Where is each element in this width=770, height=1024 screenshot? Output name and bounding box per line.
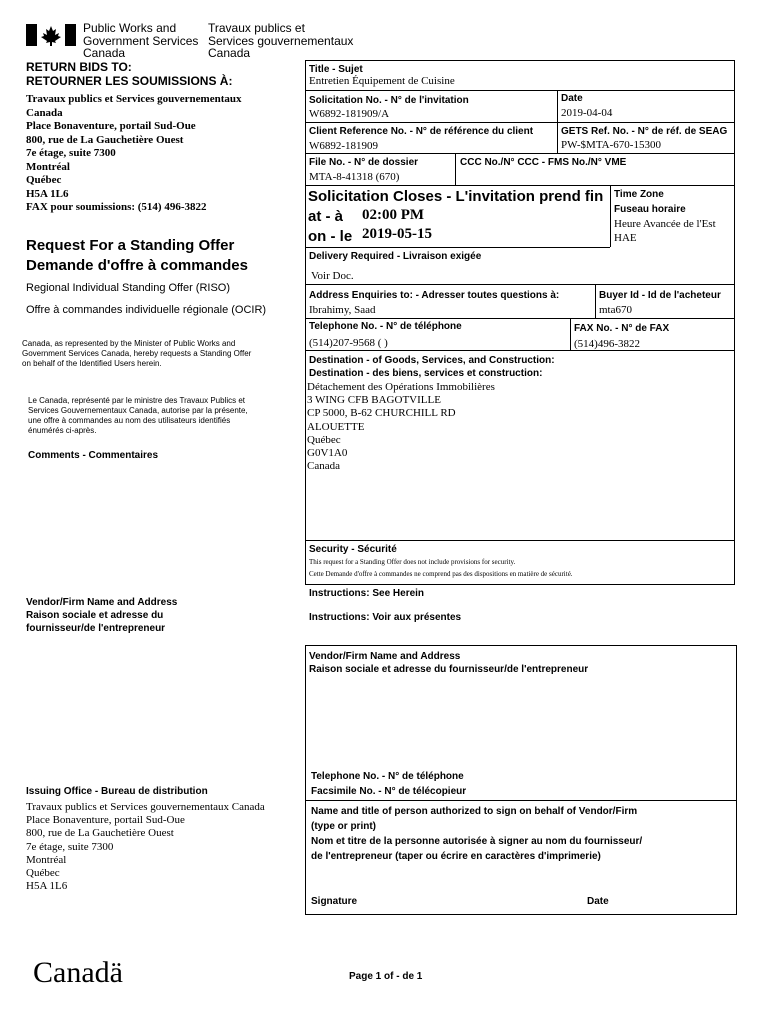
vendor-telephone-label: Telephone No. - N° de téléphone (311, 771, 464, 782)
file-number-label: File No. - N° de dossier (309, 157, 419, 168)
vendor-box-label-en: Vendor/Firm Name and Address (309, 651, 461, 662)
vendor-label-line: Raison sociale et adresse du (26, 610, 164, 621)
destination-label-en: Destination - of Goods, Services, and Construction: (309, 355, 555, 366)
time-zone-abbrev: HAE (614, 232, 637, 244)
address-line: Place Bonaventure, portail Sud-Oue (26, 120, 196, 132)
address-line: Travaux publics et Services gouvernementaux Canada (26, 801, 265, 813)
return-bids-heading (26, 60, 232, 88)
bids-fax-line: FAX pour soumissions: (514) 496-3822 (26, 201, 207, 213)
department-en-line: Government Services (83, 33, 199, 48)
canada-wordmark: Canadä (33, 956, 123, 989)
address-line: Québec (26, 867, 60, 880)
client-reference-value: W6892-181909 (309, 140, 379, 152)
destination-line: ALOUETTE (307, 420, 365, 433)
address-line: Place Bonaventure, portail Sud-Oue (26, 814, 185, 827)
vendor-box-label-fr: Raison sociale et adresse du fournisseur/de l'entrepreneur (309, 664, 589, 675)
destination-address (307, 381, 495, 473)
authorized-line: de l'entrepreneur (taper ou écrire en caractères d'imprimerie) (311, 851, 601, 862)
instructions-fr: Instructions: Voir aux présentes (309, 612, 462, 623)
paragraph-line: Government Services Canada, hereby requests a Standing Offer (22, 349, 252, 358)
gets-reference-value: PW-$MTA-670-15300 (561, 139, 661, 151)
closing-time-value: 02:00 PM (362, 207, 425, 223)
address-line: Québec (26, 174, 62, 186)
authorized-line: Nom et titre de la personne autorisée à signer au nom du fournisseur/ (311, 836, 643, 847)
telephone-label: Telephone No. - N° de téléphone (309, 321, 462, 332)
address-line: Montréal (26, 160, 70, 173)
comments-label: Comments - Commentaires (28, 450, 159, 461)
rule (305, 318, 735, 319)
fax-value: (514)496-3822 (574, 338, 640, 350)
department-name-en (83, 22, 198, 60)
authorized-line: (type or print) (311, 821, 376, 832)
divider (455, 153, 456, 185)
rule (305, 540, 735, 541)
return-bids-title-fr: RETOURNER LES SOUMISSIONS À: (26, 74, 233, 88)
department-fr-line: Canada (208, 46, 251, 60)
riso-label: Regional Individual Standing Offer (RISO) (26, 282, 231, 294)
divider (595, 284, 596, 318)
solicitation-closes-label: Solicitation Closes - L'invitation prend fin (308, 188, 604, 205)
delivery-required-label: Delivery Required - Livraison exigée (309, 251, 482, 262)
rule (305, 284, 735, 285)
security-text-en: This request for a Standing Offer does not include provisions for security. (309, 558, 516, 566)
address-line: Montréal (26, 853, 67, 866)
department-en-line: Canada (83, 46, 126, 60)
client-reference-label: Client Reference No. - N° de référence du client (309, 126, 534, 137)
address-line: H5A 1L6 (26, 187, 69, 200)
rule (305, 185, 735, 186)
solicitation-number-value: W6892-181909/A (309, 108, 390, 120)
paragraph-line: Le Canada, représenté par le ministre des Travaux Publics et (28, 396, 246, 405)
rule (305, 800, 737, 801)
page-number: Page 1 of - de 1 (349, 971, 423, 982)
paragraph-line: énumérés ci-après. (28, 426, 97, 435)
request-title-fr: Demande d'offre à commandes (26, 257, 248, 274)
address-line: 800, rue de La Gauchetière Ouest (26, 133, 184, 146)
ocir-label: Offre à commandes individuelle régionale (OCIR) (26, 304, 267, 316)
time-zone-label: Time Zone (614, 189, 664, 200)
buyer-id-label: Buyer Id - Id de l'acheteur (599, 290, 721, 301)
file-number-value: MTA-8-41318 (670) (309, 171, 400, 183)
date-label: Date (561, 93, 583, 104)
gets-reference-label: GETS Ref. No. - N° de réf. de SEAG (561, 126, 728, 137)
solicitation-number-label: Solicitation No. - N° de l'invitation (309, 95, 469, 106)
request-title (26, 236, 248, 276)
request-paragraph-en (22, 339, 251, 369)
fuseau-horaire-label: Fuseau horaire (614, 204, 686, 215)
rule (305, 247, 610, 248)
destination-line: Québec (307, 433, 341, 446)
destination-line: 3 WING CFB BAGOTVILLE (307, 394, 441, 407)
vendor-firm-label-left (26, 596, 177, 635)
divider (557, 90, 558, 153)
return-bids-title-en: RETURN BIDS TO: (26, 60, 132, 74)
security-text-fr: Cette Demande d'offre à commandes ne comprend pas des dispositions en matière de sécurité. (309, 570, 573, 578)
security-label: Security - Sécurité (309, 544, 397, 555)
destination-line: Détachement des Opérations Immobilières (307, 381, 495, 393)
destination-line: CP 5000, B-62 CHURCHILL RD (307, 407, 456, 420)
address-line: Canada (26, 106, 63, 119)
paragraph-line: Canada, as represented by the Minister of Public Works and (22, 339, 236, 348)
address-line: 7e étage, suite 7300 (26, 840, 114, 853)
department-name-fr (208, 22, 353, 60)
telephone-value: (514)207-9568 ( ) (309, 337, 388, 349)
closing-time-label: at - à (308, 208, 344, 225)
rule (305, 90, 735, 91)
divider (570, 318, 571, 350)
fax-label: FAX No. - N° de FAX (574, 323, 670, 334)
closing-date-value: 2019-05-15 (362, 226, 432, 242)
address-line: Travaux publics et Services gouvernementaux (26, 93, 242, 105)
authorized-line: Name and title of person authorized to sign on behalf of Vendor/Firm (311, 806, 638, 817)
signature-date-label: Date (587, 896, 609, 907)
title-label: Title - Sujet (309, 64, 363, 75)
paragraph-line: on behalf of the Identified Users herein. (22, 359, 162, 368)
request-title-en: Request For a Standing Offer (26, 237, 235, 254)
department-fr-line: Travaux publics et (208, 21, 305, 35)
paragraph-line: une offre à commandes au nom des utilisateurs identifiés (28, 416, 231, 425)
department-fr-line: Services gouvernementaux (208, 33, 354, 48)
vendor-label-line: fournisseur/de l'entrepreneur (26, 623, 166, 634)
rule (305, 153, 735, 154)
instructions-en: Instructions: See Herein (309, 588, 425, 599)
department-en-line: Public Works and (83, 21, 177, 35)
authorized-person-label (311, 804, 642, 864)
date-value: 2019-04-04 (561, 107, 613, 119)
issuing-office-title: Issuing Office - Bureau de distribution (26, 786, 208, 797)
time-zone-value: Heure Avancée de l'Est (614, 218, 716, 230)
closing-date-label: on - le (308, 228, 353, 245)
vendor-facsimile-label: Facsimile No. - N° de télécopieur (311, 786, 467, 797)
address-line: H5A 1L6 (26, 880, 68, 893)
title-value: Entretien Équipement de Cuisine (309, 75, 455, 87)
buyer-id-value: mta670 (599, 304, 632, 316)
ccc-number-label: CCC No./N° CCC - FMS No./N° VME (460, 157, 627, 168)
address-enquiries-value: Ibrahimy, Saad (309, 304, 376, 316)
vendor-label-line: Vendor/Firm Name and Address (26, 597, 178, 608)
issuing-office-address (26, 801, 265, 893)
address-enquiries-label: Address Enquiries to: - Adresser toutes questions à: (309, 290, 560, 301)
address-line: 7e étage, suite 7300 (26, 147, 116, 159)
destination-line: Canada (307, 460, 340, 473)
paragraph-line: Services Gouvernementaux Canada, autorise par la présente, (28, 406, 248, 415)
rule (305, 350, 735, 351)
request-paragraph-fr (28, 396, 248, 436)
signature-label: Signature (311, 896, 358, 907)
return-bids-address (26, 93, 242, 215)
destination-line: G0V1A0 (307, 447, 348, 460)
rule (305, 122, 735, 123)
destination-label-fr: Destination - des biens, services et construction: (309, 368, 543, 379)
delivery-required-value: Voir Doc. (311, 270, 354, 282)
address-line: 800, rue de La Gauchetière Ouest (26, 827, 174, 840)
divider (610, 185, 611, 247)
canada-flag-symbol (26, 24, 76, 46)
